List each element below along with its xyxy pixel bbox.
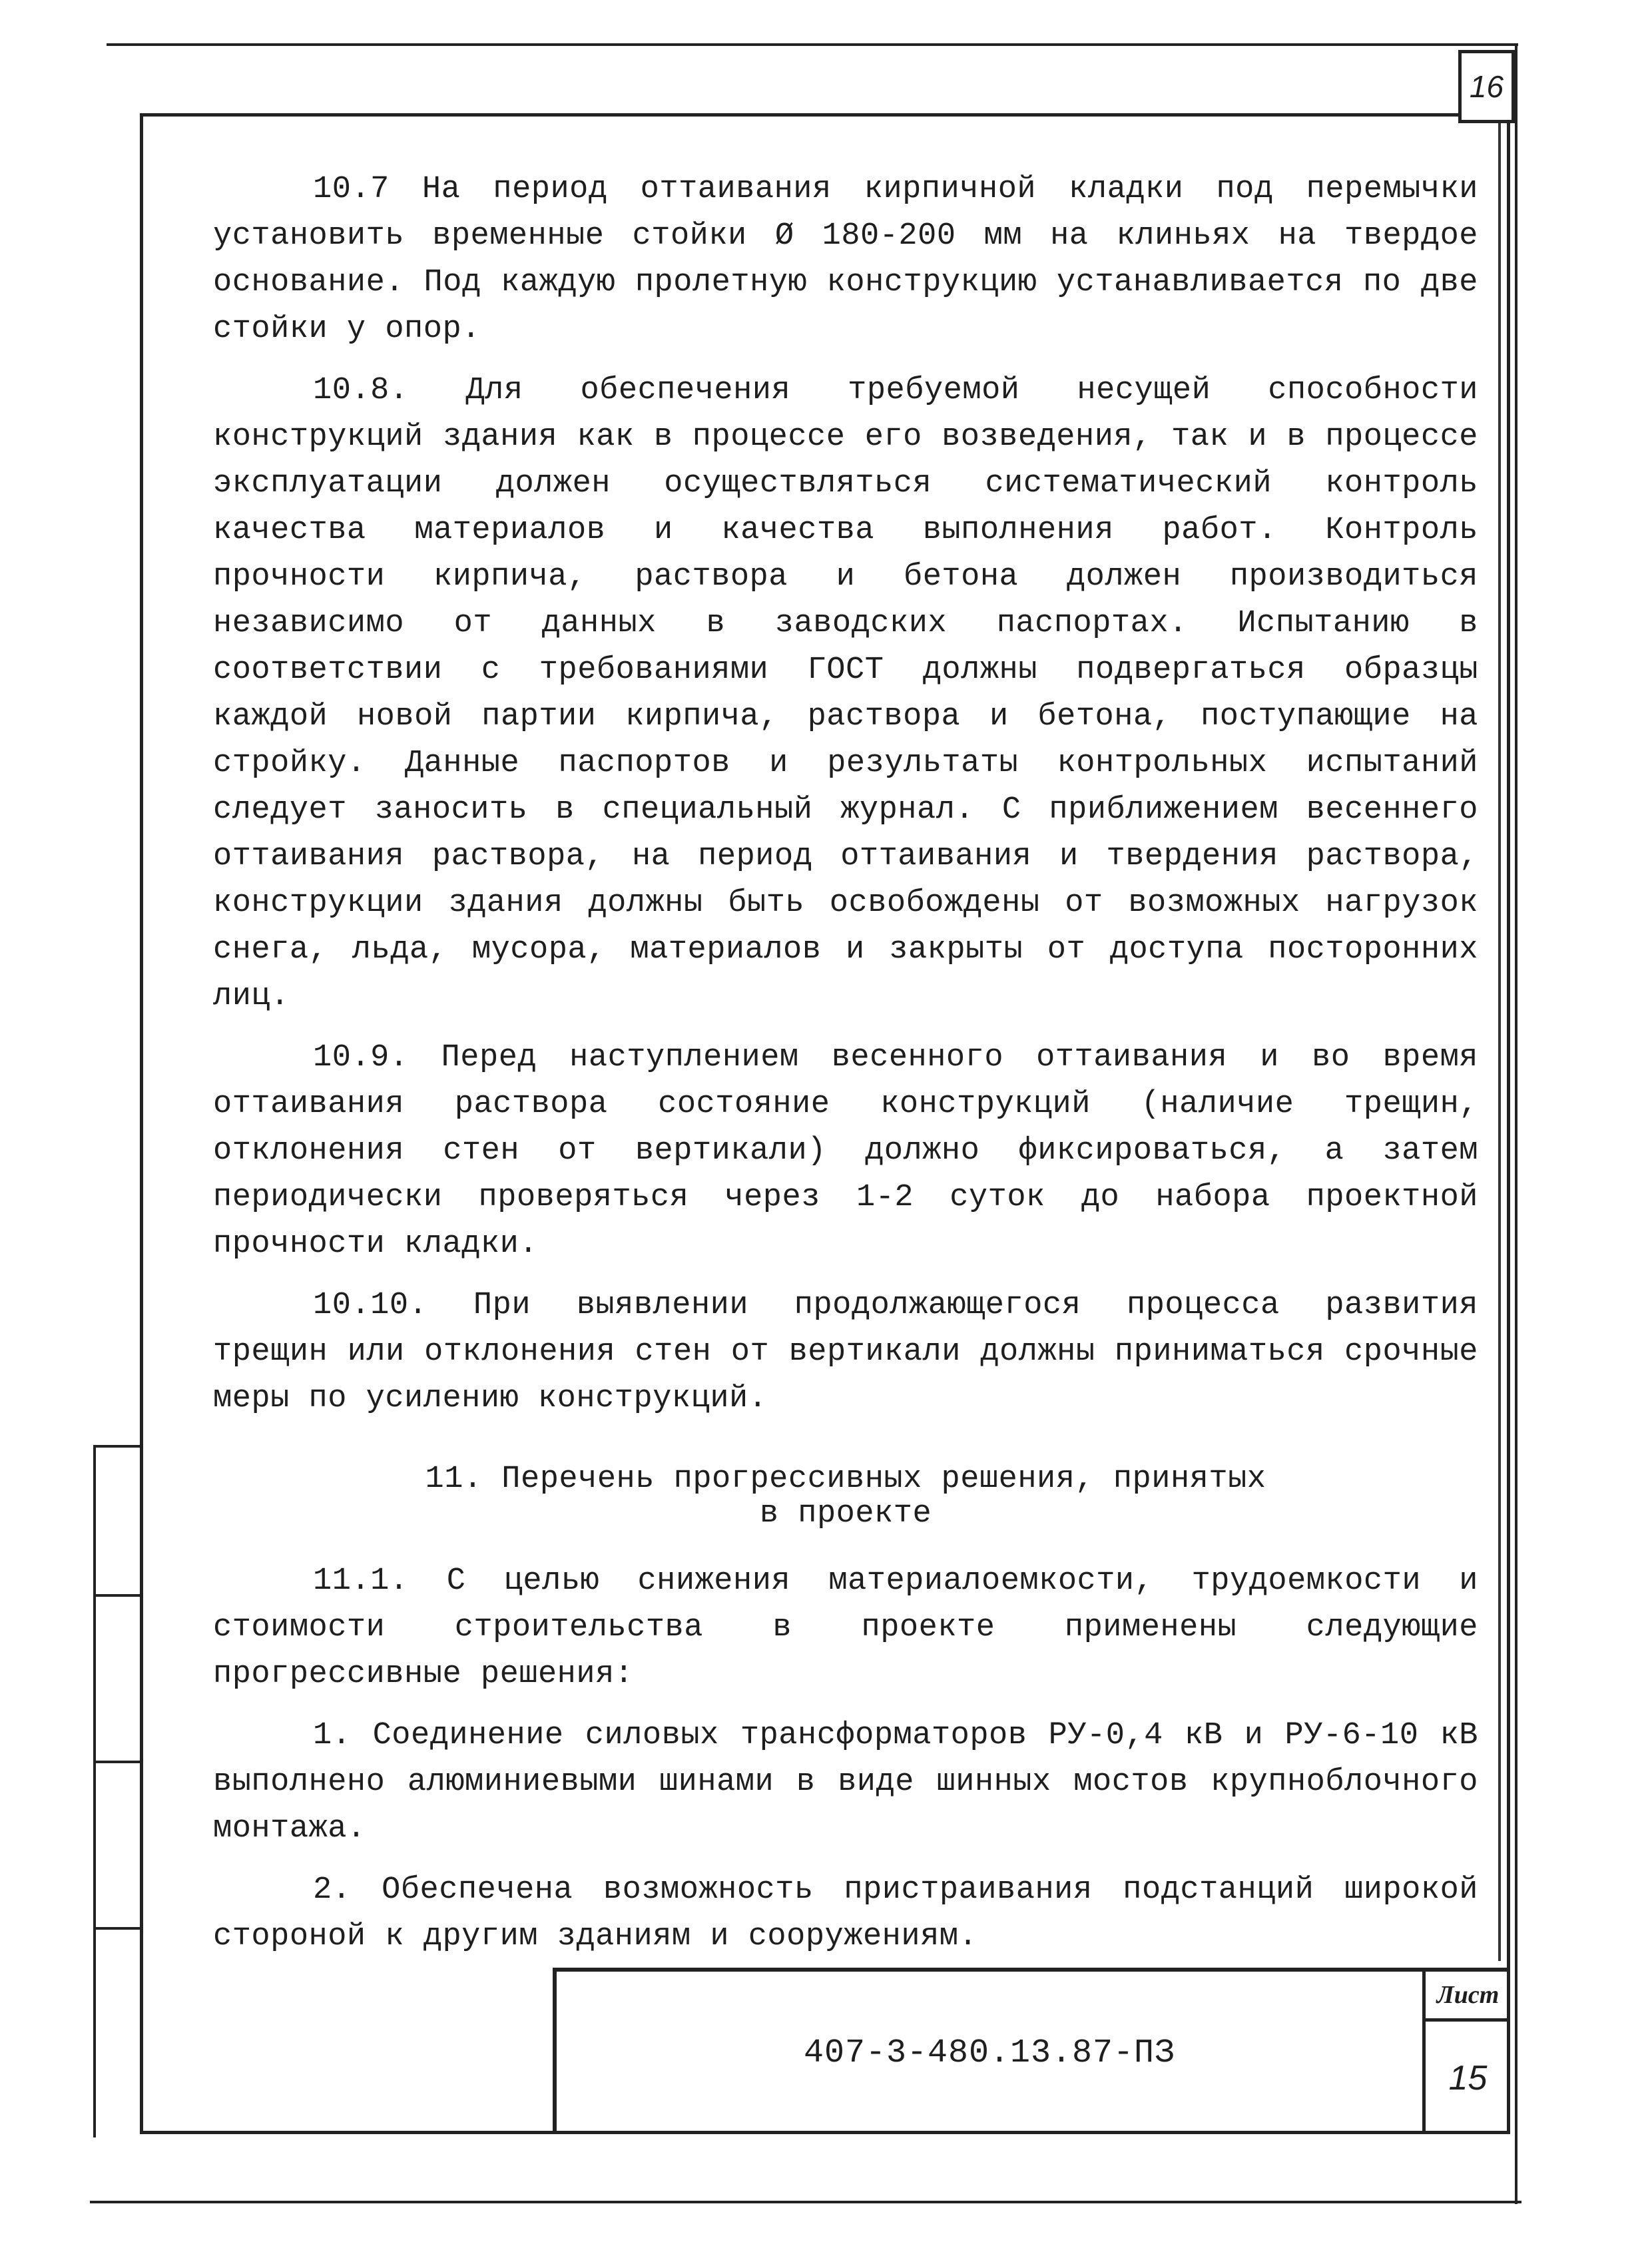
bottom-rule (90, 2201, 1521, 2203)
corner-number-text: 16 (1469, 69, 1504, 104)
sheet-cell (1422, 1972, 1510, 2134)
title-block (553, 1968, 1510, 2134)
binding-margin-stamp (93, 1445, 140, 2137)
sheet-number: 15 (1448, 2059, 1488, 2098)
paragraph-10-9: 10.9. Перед наступлением весенного оттаивания и во время оттаивания раствора состояние конструкций (наличие трещин, отклонения стен от вертикали) должно фиксироваться, а затем периодически проверяться через 1-2 суток до набора проектной прочности кладки. (213, 1040, 1478, 1262)
paragraph-10-7: 10.7 На период оттаивания кирпичной кладки под перемычки установить временные стойки Ø 180-200 мм на клиньях на твердое основание. Под каждую пролетную конструкцию устанавливается по две стойки у опор. (213, 172, 1478, 347)
right-outer-rule (1515, 43, 1517, 2204)
sheet-label: Лист (1426, 1972, 1510, 2022)
section-11-title: 11. Перечень прогрессивных решения, принятых в проекте (425, 1462, 1266, 1532)
document-body (213, 166, 1478, 1975)
document-code: 407-3-480.13.87-ПЗ (803, 2034, 1176, 2072)
paragraph-10-8: 10.8. Для обеспечения требуемой несущей способности конструкций здания как в процессе его возведения, так и в процессе эксплуатации должен осуществляться систематический контроль качества материалов и качества выполнения работ. Контроль прочности кирпича, раствора и бетона должен производиться независимо от данных в заводских паспортах. Испытанию в соответствии с требованиями ГОСТ должны подвергаться образцы каждой новой партии кирпича, раствора и бетона, поступающие на стройку. Данные паспортов и результаты контрольных испытаний следует заносить в специальный журнал. С приближением весеннего оттаивания раствора, на период оттаивания и твердения раствора, конструкции здания должны быть освобождены от возможных нагрузок снега, льда, мусора, материалов и закрыты от доступа посторонних лиц. (213, 373, 1478, 1014)
corner-page-number (1458, 50, 1515, 123)
paragraph-item-2: 2. Обеспечена возможность пристраивания подстанций широкой стороной к другим зданиям и сооружениям. (213, 1872, 1478, 1954)
top-rule (107, 43, 1518, 46)
frame-inner-right-rule (1498, 123, 1501, 1961)
paragraph-item-1: 1. Соединение силовых трансформаторов РУ-0,4 кВ и РУ-6-10 кВ выполнено алюминиевыми шинами в виде шинных мостов крупноблочного монтажа. (213, 1718, 1478, 1846)
paragraph-11-1: 11.1. С целью снижения материалоемкости, трудоемкости и стоимости строительства в проекте применены следующие прогрессивные решения: (213, 1563, 1478, 1692)
paragraph-10-10: 10.10. При выявлении продолжающегося процесса развития трещин или отклонения стен от вертикали должны приниматься срочные меры по усилению конструкций. (213, 1288, 1478, 1416)
